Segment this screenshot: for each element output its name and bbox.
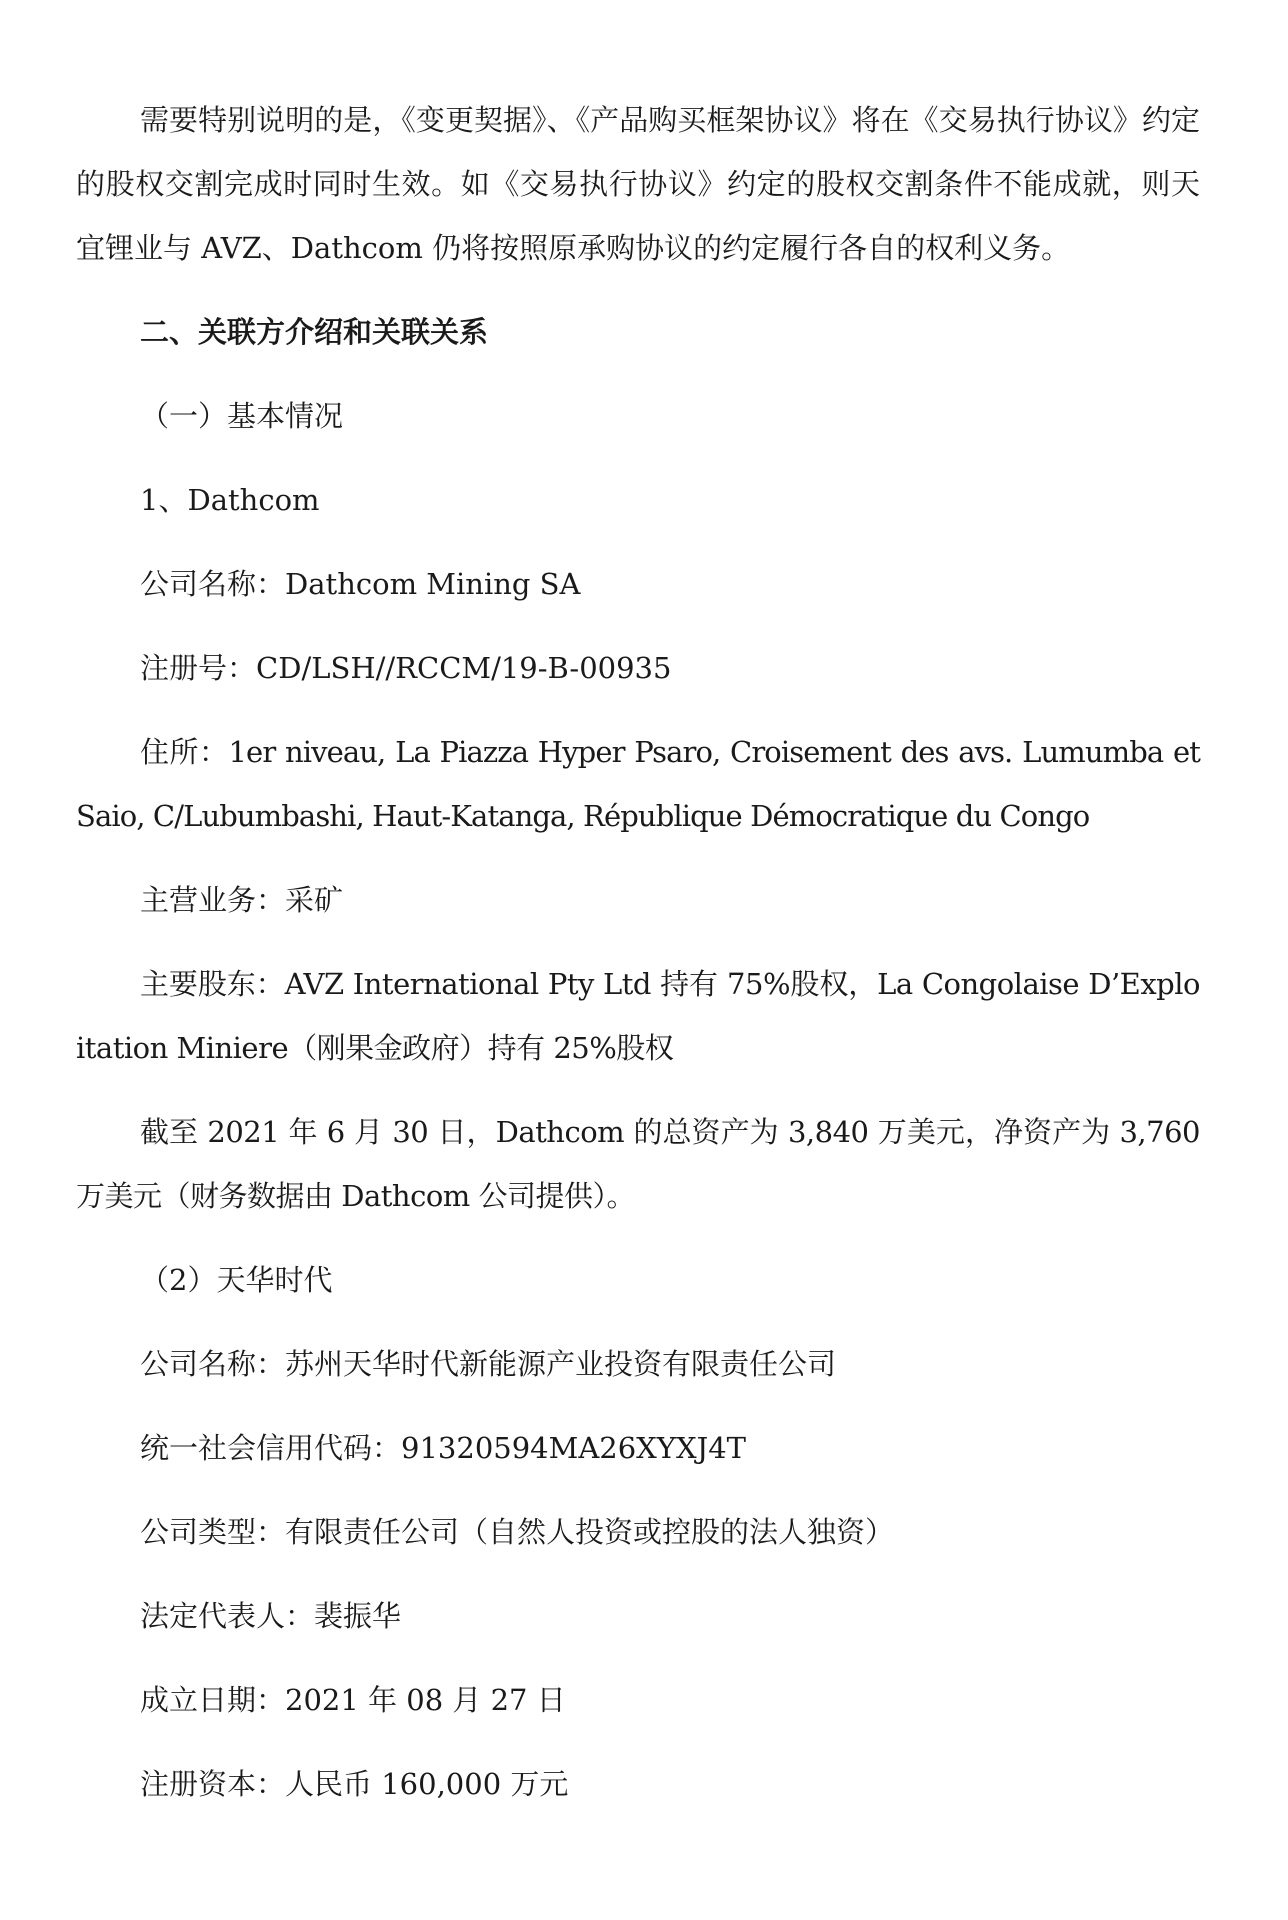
tianhua-type-value: 有限责任公司（自然人投资或控股的法人独资） [285, 1515, 895, 1549]
dathcom-name-value: Dathcom Mining SA [285, 567, 581, 601]
dathcom-address-line [76, 720, 1200, 848]
dathcom-name-line [76, 552, 1200, 616]
dathcom-address-label: 住所： [140, 735, 229, 769]
tianhua-title: （2）天华时代 [140, 1263, 333, 1297]
dathcom-financial-paragraph: 截至 2021 年 6 月 30 日，Dathcom 的总资产为 3,840 万美元，净资产为 3,760 万美元（财务数据由 Dathcom 公司提供）。 [76, 1115, 1200, 1213]
tianhua-credit-label: 统一社会信用代码： [140, 1431, 402, 1465]
dathcom-reg-value: CD/LSH//RCCM/19-B-00935 [256, 651, 672, 685]
document-page [76, 88, 1200, 1836]
dathcom-business-label: 主营业务： [140, 883, 286, 917]
tianhua-name-line [76, 1332, 1200, 1396]
dathcom-shareholders-line [76, 952, 1200, 1080]
dathcom-reg-line [76, 636, 1200, 700]
tianhua-rep-value: 裴振华 [314, 1599, 402, 1633]
dathcom-business-value: 采矿 [285, 883, 344, 917]
dathcom-reg-label: 注册号： [140, 651, 257, 685]
dathcom-shareholders-label: 主要股东： [140, 967, 285, 1001]
tianhua-rep-line [76, 1584, 1200, 1648]
dathcom-name-label: 公司名称： [140, 567, 286, 601]
tianhua-capital-line [76, 1752, 1200, 1816]
tianhua-type-line [76, 1500, 1200, 1564]
intro-paragraph: 需要特别说明的是，《变更契据》、《产品购买框架协议》将在《交易执行协议》约定的股权交割完成时同时生效。如《交易执行协议》约定的股权交割条件不能成就，则天宜锂业与 AVZ、Dathcom 仍将按照原承购协议的约定履行各自的权利义务。 [76, 103, 1200, 265]
dathcom-address-value: 1er niveau, La Piazza Hyper Psaro, Croisement des avs. Lumumba et Saio, C/Lubumbashi, Haut-Katanga, République Démocratique du Congo [76, 735, 1200, 833]
tianhua-capital-label: 注册资本： [140, 1767, 286, 1801]
tianhua-date-line [76, 1668, 1200, 1732]
section-heading: 二、关联方介绍和关联关系 [140, 315, 489, 349]
dathcom-shareholders-value: AVZ International Pty Ltd 持有 75%股权，La Congolaise D’Exploitation Miniere（刚果金政府）持有 25%股权 [76, 967, 1200, 1065]
sub-heading: （一）基本情况 [140, 399, 344, 433]
tianhua-name-label: 公司名称： [140, 1347, 286, 1381]
tianhua-date-value: 2021 年 08 月 27 日 [285, 1683, 566, 1717]
item-title-dathcom: 1、Dathcom [140, 483, 320, 517]
dathcom-business-line [76, 868, 1200, 932]
tianhua-date-label: 成立日期： [140, 1683, 286, 1717]
tianhua-type-label: 公司类型： [140, 1515, 286, 1549]
tianhua-credit-value: 91320594MA26XYXJ4T [401, 1431, 747, 1465]
tianhua-name-value: 苏州天华时代新能源产业投资有限责任公司 [285, 1347, 837, 1381]
tianhua-capital-value: 人民币 160,000 万元 [285, 1767, 569, 1801]
tianhua-credit-line [76, 1416, 1200, 1480]
tianhua-rep-label: 法定代表人： [140, 1599, 315, 1633]
